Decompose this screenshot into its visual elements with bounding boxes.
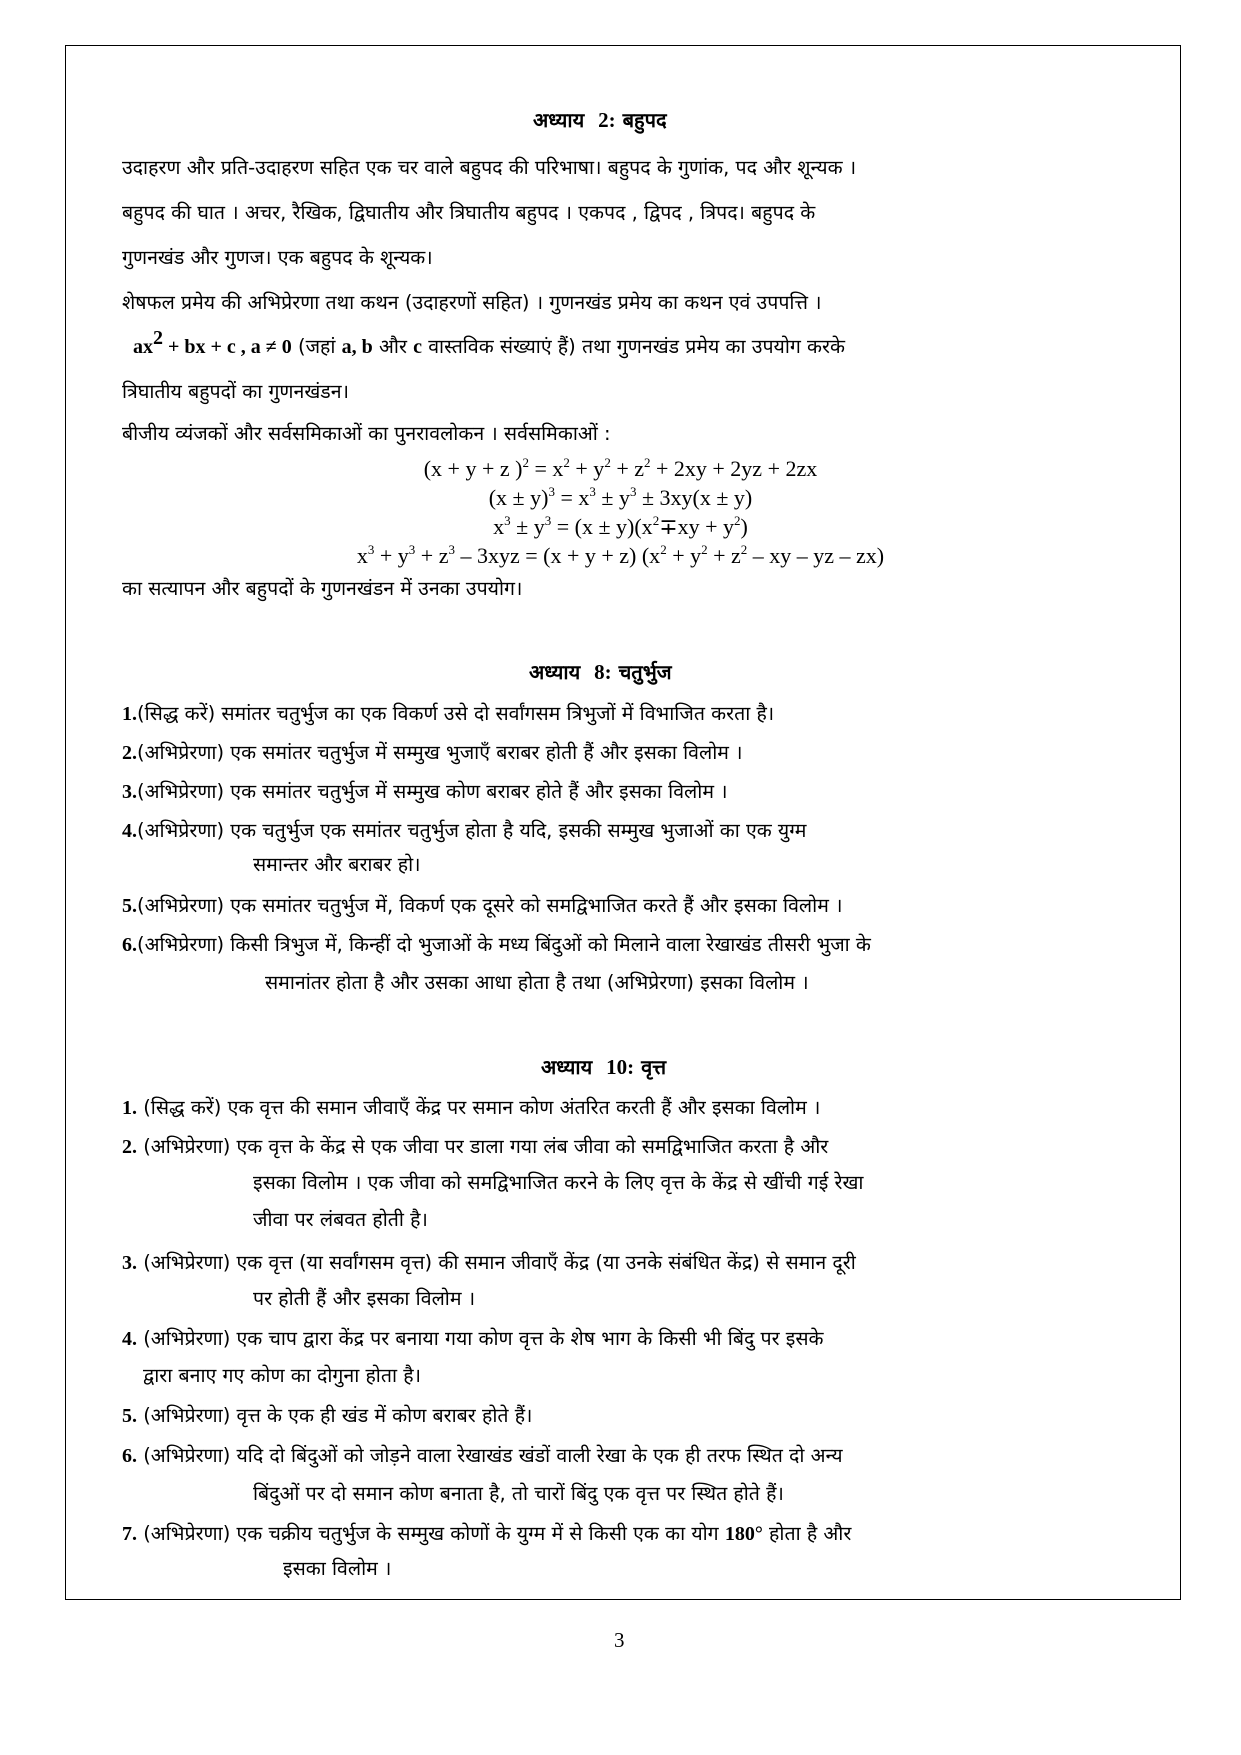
math-x: x xyxy=(143,336,153,358)
angle-value: 180° xyxy=(724,1523,763,1545)
text-fragment: और xyxy=(372,335,414,358)
heading-number: 8 xyxy=(594,660,605,684)
list-item xyxy=(122,815,806,847)
item-number: 4. xyxy=(122,820,137,842)
item-number: 4. xyxy=(122,1328,137,1350)
list-item xyxy=(122,737,743,769)
list-item xyxy=(122,1247,856,1279)
identity-4: $x^3 + y^3 + z^3 - 3xyz = (x + y + z) (x^2 + y^2 + z^2$ – xy – yz – zx) xyxy=(356,542,885,568)
heading-separator: : xyxy=(608,108,616,132)
item-text: (अभिप्रेरणा) एक वृत्त (या सर्वांगसम वृत्त) की समान जीवाएँ केंद्र (या उनके संबंधित केंद्र) से समान दूरी xyxy=(143,1251,856,1274)
item-text: (अभिप्रेरणा) एक समांतर चतुर्भुज में सम्मुख भुजाएँ बराबर होती हैं और इसका विलोम । xyxy=(137,741,743,764)
ch2-line-2: बहुपद की घात । अचर, रैखिक, द्विघातीय और त्रिघातीय बहुपद । एकपद , द्विपद , त्रिपद। बहुपद के xyxy=(122,201,816,224)
ch2-line-8: का सत्यापन और बहुपदों के गुणनखंडन में उनका उपयोग। xyxy=(122,577,523,600)
list-item-continuation: जीवा पर लंबवत होती है। xyxy=(253,1208,428,1231)
item-number: 7. xyxy=(122,1523,137,1545)
ch2-line-4: शेषफल प्रमेय की अभिप्रेरणा तथा कथन (उदाहरणों सहित) । गुणनखंड प्रमेय का कथन एवं उपपत्ति । xyxy=(122,291,822,314)
list-item-continuation: बिंदुओं पर दो समान कोण बनाता है, तो चारों बिंदु एक वृत्त पर स्थित होते हैं। xyxy=(253,1482,784,1505)
heading-title: बहुपद xyxy=(622,108,667,132)
text-fragment: (जहां xyxy=(291,335,342,358)
ch2-line-1: उदाहरण और प्रति-उदाहरण सहित एक चर वाले बहुपद की परिभाषा। बहुपद के गुणांक, पद और शून्यक । xyxy=(122,156,857,179)
list-item xyxy=(122,1092,820,1124)
item-text: (अभिप्रेरणा) एक समांतर चतुर्भुज में सम्मुख कोण बराबर होते हैं और इसका विलोम । xyxy=(137,780,728,803)
math-c: c xyxy=(413,336,423,358)
heading-separator: : xyxy=(604,660,612,684)
list-item-continuation: समान्तर और बराबर हो। xyxy=(253,853,421,876)
item-number: 2. xyxy=(122,1136,137,1158)
item-text: (अभिप्रेरणा) एक समांतर चतुर्भुज में, विकर्ण एक दूसरे को समद्विभाजित करते हैं और इसका विलोम । xyxy=(137,894,843,917)
ch2-line-7: बीजीय व्यंजकों और सर्वसमिकाओं का पुनरावलोकन । सर्वसमिकाओं : xyxy=(122,422,611,445)
heading-word: अध्याय xyxy=(541,1055,593,1079)
list-item xyxy=(122,1323,824,1355)
ch2-line-5 xyxy=(133,327,845,363)
list-item xyxy=(122,1518,851,1550)
item-number: 2. xyxy=(122,742,137,764)
list-item-continuation: समानांतर होता है और उसका आधा होता है तथा (अभिप्रेरणा) इसका विलोम । xyxy=(265,971,809,994)
identity-1: (x + y + z )$^2 = x^2 + y^2 + z^2 + 2xy + 2yz + 2zx$ xyxy=(423,455,818,481)
item-text: (अभिप्रेरणा) किसी त्रिभुज में, किन्हीं दो भुजाओं के मध्य बिंदुओं को मिलाने वाला रेखाखंड तीसरी भुजा के xyxy=(137,933,871,956)
math-exponent: 2 xyxy=(153,327,163,349)
heading-title: चतुर्भुज xyxy=(618,660,672,684)
item-number: 3. xyxy=(122,781,137,803)
item-text: (अभिप्रेरणा) एक चतुर्भुज एक समांतर चतुर्भुज होता है यदि, इसकी सम्मुख भुजाओं का एक युग्म xyxy=(137,819,807,842)
math-ab: a, b xyxy=(341,336,373,358)
chapter-10-heading xyxy=(541,1053,666,1080)
list-item xyxy=(122,890,842,922)
item-text: (सिद्ध करें) एक वृत्त की समान जीवाएँ केंद्र पर समान कोण अंतरित करती हैं और इसका विलोम । xyxy=(143,1096,821,1119)
list-item-continuation: द्वारा बनाए गए कोण का दोगुना होता है। xyxy=(143,1364,421,1387)
item-text: (अभिप्रेरणा) एक चाप द्वारा केंद्र पर बनाया गया कोण वृत्त के शेष भाग के किसी भी बिंदु पर इसके xyxy=(143,1327,824,1350)
item-number: 6. xyxy=(122,1445,137,1467)
heading-number: 2 xyxy=(598,108,609,132)
heading-title: वृत्त xyxy=(641,1055,667,1079)
list-item-continuation: इसका विलोम । एक जीवा को समद्विभाजित करने के लिए वृत्त के केंद्र से खींची गई रेखा xyxy=(253,1171,864,1194)
heading-word: अध्याय xyxy=(533,108,585,132)
ch2-line-3: गुणनखंड और गुणज। एक बहुपद के शून्यक। xyxy=(122,246,433,269)
heading-separator: : xyxy=(627,1055,635,1079)
list-item xyxy=(122,776,728,808)
heading-number: 10 xyxy=(606,1055,628,1079)
page-number: 3 xyxy=(614,1628,625,1652)
item-text: (अभिप्रेरणा) एक चक्रीय चतुर्भुज के सम्मुख कोणों के युग्म में से किसी एक का योग xyxy=(143,1522,725,1545)
text-fragment: वास्तविक संख्याएं हैं) तथा गुणनखंड प्रमेय का उपयोग करके xyxy=(422,335,845,358)
list-item-continuation: इसका विलोम । xyxy=(283,1557,392,1580)
chapter-8-heading xyxy=(529,658,672,685)
item-number: 5. xyxy=(122,1405,137,1427)
list-item xyxy=(122,929,871,961)
math-a: a xyxy=(133,336,143,358)
item-number: 1. xyxy=(122,1097,137,1119)
ch2-line-6: त्रिघातीय बहुपदों का गुणनखंडन। xyxy=(122,380,349,403)
item-text: (अभिप्रेरणा) एक वृत्त के केंद्र से एक जीवा पर डाला गया लंब जीवा को समद्विभाजित करता है और xyxy=(143,1135,829,1158)
heading-word: अध्याय xyxy=(529,660,581,684)
item-text: (अभिप्रेरणा) वृत्त के एक ही खंड में कोण बराबर होते हैं। xyxy=(143,1404,533,1427)
item-number: 1. xyxy=(122,703,137,725)
item-number: 3. xyxy=(122,1252,137,1274)
math-expression: + bx + c , a ≠ 0 xyxy=(163,336,292,358)
chapter-2-heading xyxy=(533,106,667,133)
list-item xyxy=(122,1131,828,1163)
list-item xyxy=(122,1440,843,1472)
item-text: होता है और xyxy=(762,1522,852,1545)
list-item xyxy=(122,1400,532,1432)
list-item-continuation: पर होती हैं और इसका विलोम । xyxy=(253,1287,476,1310)
identity-2: $(x \pm y)^3 = x^3 \pm y^3 \pm 3xy(x \pm y)$ xyxy=(488,484,753,510)
item-number: 5. xyxy=(122,895,137,917)
item-number: 6. xyxy=(122,934,137,956)
identity-3: $x^3 \pm y^3 = (x \pm y)(x^2\mp xy + y^2)$ xyxy=(493,513,748,539)
item-text: (अभिप्रेरणा) यदि दो बिंदुओं को जोड़ने वाला रेखाखंड खंडों वाली रेखा के एक ही तरफ स्थित दो अन्य xyxy=(143,1444,843,1467)
item-text: (सिद्ध करें) समांतर चतुर्भुज का एक विकर्ण उसे दो सर्वांगसम त्रिभुजों में विभाजित करता है। xyxy=(137,702,775,725)
list-item xyxy=(122,698,774,730)
